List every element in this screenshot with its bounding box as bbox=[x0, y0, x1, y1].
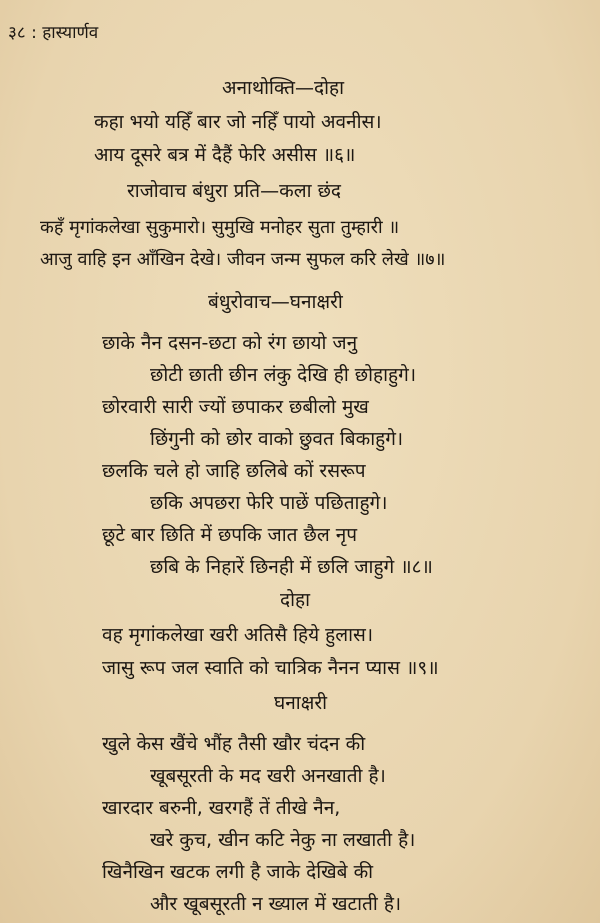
verse-line: खारदार बरुनी, खरगहैं तें तीखे नैन, bbox=[102, 797, 341, 819]
page-header: ३८ : हास्यार्णव bbox=[8, 23, 99, 43]
section-heading: राजोवाच बंधुरा प्रति—कला छंद bbox=[127, 180, 341, 202]
verse-line: छबि के निहारें छिनही में छलि जाहुगे ॥८॥ bbox=[150, 556, 433, 578]
section-heading: अनाथोक्ति—दोहा bbox=[222, 77, 344, 99]
verse-line: आजु वाहि इन आँखिन देखे। जीवन जन्म सुफल करि लेखे ॥७॥ bbox=[40, 249, 446, 270]
verse-line: छोरवारी सारी ज्यों छपाकर छबीलो मुख bbox=[102, 396, 369, 418]
section-heading: घनाक्षरी bbox=[274, 692, 328, 714]
verse-line: खूबसूरती के मद खरी अनखाती है। bbox=[150, 765, 386, 787]
verse-line: छोटी छाती छीन लंकु देखि ही छोहाहुगे। bbox=[150, 364, 417, 386]
verse-line: छाके नैन दसन-छटा को रंग छायो जनु bbox=[102, 332, 358, 354]
verse-line: छिंगुनी को छोर वाको छुवत बिकाहुगे। bbox=[150, 428, 404, 450]
verse-line: छलकि चले हो जाहि छलिबे कों रसरूप bbox=[102, 460, 366, 482]
verse-line: कहा भयो यहिँ बार जो नहिँ पायो अवनीस। bbox=[94, 111, 382, 133]
verse-line: छूटे बार छिति में छपकि जात छैल नृप bbox=[102, 524, 358, 546]
verse-line: और खूबसूरती न ख्याल में खटाती है। bbox=[150, 893, 402, 915]
verse-line: जासु रूप जल स्वाति को चात्रिक नैनन प्यास ॥९॥ bbox=[102, 657, 439, 679]
verse-line: कहँ मृगांकलेखा सुकुमारो। सुमुखि मनोहर सुता तुम्हारी ॥ bbox=[40, 217, 400, 238]
section-heading: दोहा bbox=[280, 589, 311, 611]
verse-line: खुले केस खैंचे भौंह तैसी खौर चंदन की bbox=[102, 733, 366, 755]
verse-line: वह मृगांकलेखा खरी अतिसै हिये हुलास। bbox=[102, 624, 374, 646]
verse-line: आय दूसरे बत्र में दैहैं फेरि असीस ॥६॥ bbox=[94, 144, 356, 166]
verse-line: खिनैखिन खटक लगी है जाके देखिबे की bbox=[102, 861, 374, 883]
verse-line: छकि अपछरा फेरि पाछें पछिताहुगे। bbox=[150, 492, 388, 514]
section-heading: बंधुरोवाच—घनाक्षरी bbox=[208, 291, 343, 313]
verse-line: खरे कुच, खीन कटि नेकु ना लखाती है। bbox=[150, 829, 416, 851]
